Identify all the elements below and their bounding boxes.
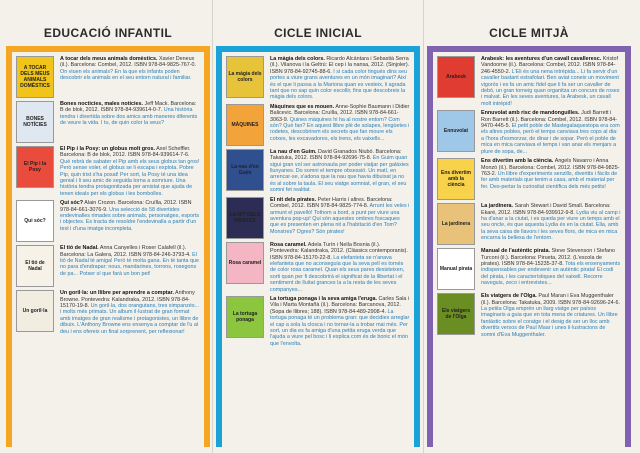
book-summary: On viuen els animals? En la que els infants poden descobrir els animals en el seu entorn natural i familiar. <box>60 68 192 82</box>
book-summary: Un goril·la, dos orangutans, tres ximpanzés... i molts més primats. Un album il·lustrat de gran format amb imatges de gran realisme i protagonistes, un llibre de dibuix. L'Anthony Browne ens ensenya a comptar de l'u al deu i ens ofereix un final sorprenent, per reflexionar! <box>60 303 200 335</box>
book-description <box>481 56 621 107</box>
column-cicle-mitja <box>427 22 631 447</box>
book-cover-title: Rosa caramel <box>228 259 262 266</box>
book-cover-image <box>16 290 54 332</box>
book-cover-image <box>437 56 475 98</box>
book-bibliographic-info: Anna Canyelles i Roser Calafell (il.). Barcelona: La Galera, 2012. ISBN 978-84-246-3793-4. <box>60 245 191 258</box>
book-cover-image <box>437 158 475 200</box>
book-summary: Lydia viu al camp i ha d'anar a la ciutat, i es queda per viure un temps amb el seu oncle, és que aquesta Lydia és en la ciutat. Ella, amb la seva caixa de llavors i les seves flors, de mica en mica encarna la bellesa de l'entorn. <box>481 209 621 242</box>
book-cover-image <box>226 296 264 338</box>
book-title: Ens divertim amb la ciència. <box>481 158 554 165</box>
book-list <box>16 56 200 445</box>
book-title: Bones nocticies, males notícies. <box>60 101 143 107</box>
book-cover-image <box>437 203 475 245</box>
book-cover-title: El tió de Nadal <box>25 260 45 273</box>
column-title: EDUCACIÓ INFANTIL <box>43 26 173 40</box>
book-entry <box>226 149 410 194</box>
book-cover-image <box>16 101 54 143</box>
book-summary: Què rebrà de sabater el Pip amb els seus globus tan gros! Però sense voler, el globus se li escapa i explota. Pobre Pip, quin trist s'ha posat! Per sort, la Posy té una idea genial i li seu amic de seguida torna a somriure. Una història tendra protagonitzada per amistat que ajuda de tenen ideals per els globus i les bombolles. <box>60 158 200 197</box>
book-cover-image <box>437 248 475 290</box>
book-description <box>60 245 200 287</box>
book-cover-title: Ennuvolat <box>443 128 469 135</box>
book-cover-title: El Pip i la Posy <box>23 161 47 173</box>
book-bibliographic-info: Alain Crozon. Barcelona: Cruïlla, 2012. ISBN 978-84-661-3076-9. <box>60 200 192 213</box>
book-cover-title: La tortuga ponaga <box>232 310 258 323</box>
book-description <box>60 200 200 242</box>
book-entry <box>437 110 621 155</box>
book-cover-title: La jardinera <box>441 221 471 228</box>
book-bibliographic-info: Judi Barrett i Ron Barrett (il.). Barcelona: Combel, 2012. ISBN 978-84-9470-445-5. <box>481 110 618 130</box>
book-cover-title: MÀQUINES <box>231 121 259 128</box>
book-cover-image <box>16 56 54 98</box>
book-entry <box>226 197 410 239</box>
book-bibliographic-info: Kristof Vandoorne (il.). Barcelona: Combel, 2012. ISBN 978-84-246-4550-2. <box>481 56 619 75</box>
book-cover-title: BONES NOTÍCIES <box>23 116 47 128</box>
book-title: Manual de l'autèntic pirata. <box>481 248 550 255</box>
book-description <box>481 110 621 155</box>
book-list <box>437 56 621 445</box>
book-summary: La tortuga ponaga té un problema gran: que decidiex arreglar el cap a sola la closca i no tornar-la a trobar mai més. Per sort, un dia es fa amiga d'una petita eruga verda que l'ajuda a viure pel bosc i li explica com és de bonic el món que l'envolta. <box>270 308 410 347</box>
book-description <box>481 293 621 338</box>
book-description <box>270 149 410 194</box>
column-accent-bar <box>433 46 625 52</box>
book-entry <box>16 101 200 143</box>
book-cover-image <box>16 245 54 287</box>
book-description <box>270 242 410 293</box>
book-bibliographic-info: Jeff Mack. Barcelona: B de blok, 2012. ISBN 978-84-939614-0-7. <box>60 101 197 114</box>
book-title: Qui sóc? <box>60 200 84 207</box>
column-accent-band <box>427 46 433 447</box>
book-entry <box>226 296 410 347</box>
book-entry <box>437 293 621 338</box>
book-bibliographic-info: David Granados Niubó. Barcelona: Takatuka, 2012. ISBN 978-84-92696-75-8. <box>270 148 402 162</box>
book-title: Els viatgers de l'Olga. <box>481 293 537 300</box>
book-bibliographic-info: Axel Scheffler. Barcelona: B de blok, 2012. ISBN 978-84-939614-7-6. <box>60 146 191 159</box>
book-cover-image <box>16 146 54 188</box>
book-bibliographic-info: Anthony Browne. Pontevedra: Kalandraka, 2012. ISBN 978-84-15170-19-8. <box>60 290 195 310</box>
column-accent-band <box>204 46 210 447</box>
book-entry <box>437 248 621 290</box>
book-description <box>60 56 200 98</box>
book-entry <box>226 242 410 293</box>
book-summary: Arrunt les veles i armunt el pavelló! Tothom a bord, a punt per viure una aventura pop-up! Qui són aquestes ombres foscaques que es presenten en plena nit a l'habitació d'en Tom? Monstres? Ogres? Són pirates! <box>270 203 410 235</box>
column-title: CICLE INICIAL <box>274 26 362 40</box>
column-accent-band <box>216 46 222 447</box>
book-cover-image <box>437 293 475 335</box>
book-cover-image <box>437 110 475 152</box>
book-entry <box>437 158 621 200</box>
book-title: La tortuga ponaga i la seva amiga l'eruga. <box>270 295 378 302</box>
book-cover-title: Manual pirata <box>439 266 473 273</box>
book-cover-title: Arabesk <box>446 74 466 80</box>
fold-line <box>212 0 213 453</box>
book-cover-title: Qui sóc? <box>24 218 46 225</box>
book-summary: La petita Olga emprèn un llarg viatge per països imaginaris a guia que en tota mena de criatures. Un llibre fantàstic sobre el coratge i el desig de ser un lloc amb divertits versos de Paul Maar i unes il·lustracions de somni d'Eva Muggenthaler. <box>481 305 618 338</box>
book-bibliographic-info: Anne-Sophie Baumann i Didier Balicevic. Barcelona: Cruïlla, 2012. ISBN 978-84-661-3063-9. <box>270 103 410 123</box>
book-bibliographic-info: Xavier Deneux (il.). Barcelona: Combel, 2012. ISBN 978-84-9825-767-0. <box>60 56 197 69</box>
book-description <box>60 146 200 197</box>
book-bibliographic-info: Àngels Navarro i Anna Monzó (il.). Barcelona: Combel, 2012. ISBN 978-84-9825-763-2. <box>481 158 620 177</box>
book-description <box>60 101 200 143</box>
book-summary: El tió de Nadal té amiga! Però té molta gana. En té tanta que no para d'endrapar: nous, mandarines, torrons, rosegons de pa... Potser sí que farà un bon pet! <box>60 251 200 277</box>
book-title: El nit dels pirates. <box>270 196 317 203</box>
book-entry <box>437 56 621 107</box>
book-entry <box>437 203 621 245</box>
book-cover-image <box>226 104 264 146</box>
book-entry <box>226 56 410 101</box>
book-title: Màquines que es mouen. <box>270 103 335 110</box>
book-description <box>481 248 621 290</box>
book-description <box>270 197 410 239</box>
book-bibliographic-info: Paul Maran i Eva Muggenthaler (il.). Barcelona: Takatuka, 2009. ISBN 978-84-92696-24-6. <box>481 293 620 306</box>
book-cover-title: Els viatgers de l'Olga <box>441 308 471 321</box>
book-list <box>226 56 410 445</box>
column-accent-band <box>6 46 12 447</box>
book-cover-title: A TOCAR DELS MEUS ANIMALS DOMÈSTICS <box>20 65 50 89</box>
book-title: Rosa caramel. <box>270 241 307 248</box>
book-summary: En Guim quan sigui gran vol ser astronauta per poder viatjar per galàxies llunyanes. Do somni el tempre obsessió. Un matí, en arrencar-se, s'adona que la nau que havia dibuixat ja no és al sobre la taula. El seu viatge somniat, el gran, el seu somni fet realitat. <box>270 155 409 194</box>
book-cover-image <box>16 200 54 242</box>
book-entry <box>16 56 200 98</box>
column-title: CICLE MITJÀ <box>489 26 569 40</box>
book-summary: La elefanteta se n'anava elefanteta que no aconseguia que la seva pell es tornés de color rosa caramel. Quan els seus pares desisteixen, sorti quan per fi descobrirà el significat de la llibertat i el sentiment de lluitat grances la a la resta de les seves companyes... <box>270 254 405 293</box>
book-summary: Quines màquines hi ha al nostre entorn? Com són? Què fan? En aquest llibre plè de solapes, lengüetes i rodetes, descobrirem els secrets que fan moure els cotxes, les excavadores, els trens, els vaixells... <box>270 116 410 142</box>
book-summary: L'Eli és una nena intrèpida... Li fa servir d'un cavaller bastant estrafolari. Ben aviat coneix un moviment vigorós i es fa un amic fidel que li fa ser un cavaller de debò, un gran torneig quan organitza un concurs de roses i malvat. En les seves aventures, la Arabesk, un cavall molt intrèpid! <box>481 68 620 107</box>
book-entry <box>16 200 200 242</box>
fold-line <box>423 0 424 453</box>
column-accent-band <box>414 46 420 447</box>
book-summary: I si cada color tingués dins seu portes a viure grans aventures en un món imaginari? Així és el que li passa a la Mariona quan es vesteix, li agrada tant que no sap quin color escollir, fins que descobreix la màgia dels colors. <box>270 68 407 101</box>
book-title: La jardinera. <box>481 203 514 210</box>
book-cover-title: La màgia dels colors <box>228 71 262 83</box>
book-cover-title: Un goril·la <box>22 308 48 315</box>
book-bibliographic-info: Carles Sala i Vila i Marta Montañà (il.). Barcelona: Barcanova, 2012. (Sopa de llibres; 188). ISBN 978-84-489-2908-4. <box>270 295 410 315</box>
column-cicle-inicial <box>216 22 420 447</box>
book-title: El tió de Nadal. <box>60 245 99 252</box>
book-description <box>270 56 410 101</box>
column-accent-bar <box>12 46 204 52</box>
book-description <box>481 158 621 200</box>
book-summary: Un llibre d'experiments senzills, divertits i fàcils de fer amb materials que tenim a casa, amb el material per fer. Des-pertar la curiositat científica dels més petits! <box>481 170 618 190</box>
book-bibliographic-info: Sarah Stewart i David Small. Barcelona: Ekaré, 2012. ISBN 978-84-939912-9-8. <box>481 203 611 216</box>
column-accent-bar <box>222 46 414 52</box>
book-description <box>481 203 621 245</box>
book-cover-image <box>226 197 264 239</box>
book-summary: Una història tendra i divertida sobre dos amics amb maneres diferents de veure la vida. I tu, de quin color la veus? <box>60 107 198 127</box>
book-summary: El petit poble de Mastegalaquestopa era com els altres pobles, però el temps canviava tres cops al dia: a l'hora d'esmorzar, de dinar i de sopar. Però el poble de mica en mica canviava el temps i van anar els menjars a plure de sopa, de... <box>481 123 620 155</box>
book-entry <box>16 245 200 287</box>
book-cover-title: La nau d'en Guim <box>231 163 259 176</box>
book-bibliographic-info: Peter Harris i altres. Barcelona: Combel, 2012. ISBN 978-84-9825-774-8. <box>270 196 393 210</box>
book-title: Un goril·la: un llibre per aprendre a comptar. <box>60 290 174 297</box>
book-title: Ennuvolat amb risc de mandonguilles. <box>481 110 580 117</box>
column-educacio-infantil <box>6 22 210 447</box>
book-bibliographic-info: Adela Turín i Nella Bosnia (il.). Pontevedra: Kalandraka, 2012. (Clàssics contemporanis). ISBN 978-84-15170-22-8. <box>270 241 408 261</box>
book-cover-title: LA NIT DELS PIRATES <box>229 211 261 224</box>
book-cover-image <box>226 242 264 284</box>
book-title: Arabesk: les aventures d'un cavall cavalleresc. <box>481 56 602 62</box>
book-description <box>60 290 200 335</box>
book-title: A tocar dels meus animals domèstics. <box>60 56 158 62</box>
book-entry <box>16 290 200 335</box>
book-title: La nau d'en Guim. <box>270 148 317 155</box>
book-bibliographic-info: Steve Stevenson i Stefano Turconi (il.). Barcelona: Pirueta, 2012. (L'escola de pirates). ISBN 978-84-15235-37-8. <box>481 248 616 267</box>
book-cover-image <box>226 56 264 98</box>
book-description <box>270 104 410 146</box>
book-entry <box>226 104 410 146</box>
book-cover-image <box>226 149 264 191</box>
book-title: El Pip i la Posy: un globus molt gros. <box>60 146 155 152</box>
book-bibliographic-info: Ricardo Alcántara i Sebastià Serra (il.). Vilanova i la Geltrú: El cep i la nansa, 2012. (Sinjoler). ISBN 978-84-92745-88-6. <box>270 56 410 75</box>
book-summary: Una selecció de 58 divertides endevinalles rimades sobre animals, personatges, esports i objectes. Es tracta de resoldre l'endevinalla a partir d'un text i d'una imatge incompleta. <box>60 206 200 232</box>
book-entry <box>16 146 200 197</box>
book-summary: Tota els ensenyaments indispensables per endevenir un autèntic pirata! El codi del pirata, i les característiques del vaixell. Recorre naveguis, zeco i entrevistes... <box>481 260 621 287</box>
book-title: La màgia dels colors. <box>270 56 325 62</box>
book-description <box>270 296 410 347</box>
book-cover-title: Ens divertim amb la ciència <box>440 170 471 189</box>
column-accent-band <box>625 46 631 447</box>
